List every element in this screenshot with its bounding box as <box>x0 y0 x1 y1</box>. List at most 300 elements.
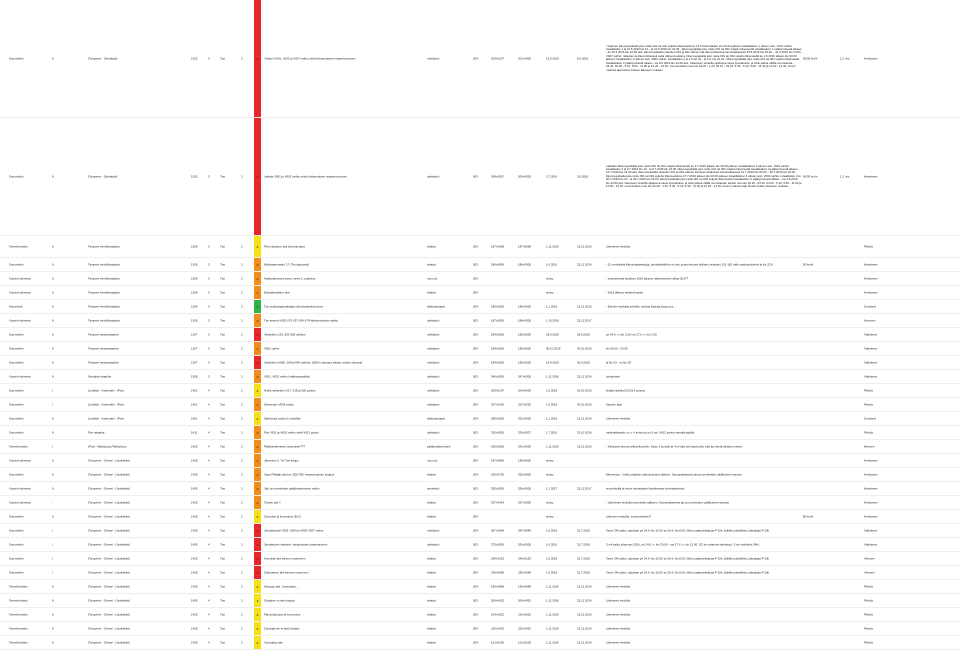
start-date-cell: siirtyy <box>546 290 554 294</box>
priority-level-badge <box>254 356 261 369</box>
district-cell: Tpe <box>220 346 225 350</box>
start-date-cell: siirtyy <box>546 472 554 476</box>
work-type-cell: sähkörautatyö <box>427 416 446 420</box>
district-cell: Tpe <box>220 388 225 392</box>
start-date-cell: 1.11.2016 <box>546 374 559 378</box>
km-start-cell: 285+0000 <box>491 416 504 420</box>
section-number-cell: 1401 <box>191 388 198 392</box>
priority-level-value: 1 <box>256 556 259 561</box>
status-cell: Suunniteltu <box>9 332 24 336</box>
priority-level-value: 2 <box>256 318 259 323</box>
priority-level-badge <box>254 594 261 607</box>
contact-person-cell: Peltola <box>864 612 873 616</box>
start-date-cell: 1.11.2016 <box>546 584 559 588</box>
line-section-cell: (Tampere) - Orivesi - (Jyväskylä) <box>88 458 130 462</box>
district-cell: Tpe <box>220 458 225 462</box>
work-type-cell: sähkörautatyö <box>427 304 446 308</box>
start-date-cell: 1.6.2016 <box>546 262 558 266</box>
km-start-cell: 325+0750 <box>491 472 504 476</box>
code-cell: 003 <box>473 500 478 504</box>
group-number-cell: 2 <box>241 360 243 364</box>
work-description-cell: Tpe matkustajavaihtajan ryhmityskeskimuutos <box>264 304 323 308</box>
end-date-cell: 30.10.2016 <box>577 402 592 406</box>
district-cell: Tpe <box>220 500 225 504</box>
status-cell: Suunniteltu <box>9 402 24 406</box>
group-number-cell: 2 <box>241 304 243 308</box>
start-date-cell: 13.5.2016 <box>546 56 559 60</box>
line-section-cell: (Tampere) - Orivesi - (Jyväskylä) <box>88 570 130 574</box>
km-start-cell: 275+0000 <box>491 542 504 546</box>
table-row <box>0 356 960 370</box>
contact-person-cell: Väänänen <box>864 346 878 350</box>
code-cell: 003 <box>473 598 478 602</box>
section-number-cell: 1306 <box>191 276 198 280</box>
speed-limit-cell: 50/35 km/h <box>803 174 818 178</box>
work-type-cell: siltatyö <box>427 598 436 602</box>
district-cell: Tpe <box>220 56 225 60</box>
table-row <box>0 608 960 622</box>
line-section-cell: (Tampere) - Orivesi - (Jyväskylä) <box>88 542 130 546</box>
notes-cell: pe 24.6. n. klo 2.00 ma 27.6. n. klo 2.00 <box>606 332 657 336</box>
status-cell: Käynnissä <box>9 304 23 308</box>
line-section-cell: Pori ratapiha <box>88 430 105 434</box>
status-cell: Suunniteltu <box>9 174 24 178</box>
class-cell: U <box>52 458 55 462</box>
end-date-cell: 31.10.2016 <box>577 430 592 434</box>
notes-cell: Liikenteen ehdoilla <box>606 416 630 420</box>
status-cell: Suunniteltu <box>9 528 24 532</box>
km-start-cell: 161+0106 <box>491 640 504 644</box>
contact-person-cell: Virtanen <box>864 556 875 560</box>
table-row <box>0 622 960 636</box>
priority-level-badge <box>254 118 261 235</box>
line-section-cell: Tampere henkilöratapiha <box>88 262 120 266</box>
priority-level-value: 2 <box>256 500 259 505</box>
status-cell: Tarveilmoitettu <box>9 584 28 588</box>
section-number-cell: 1405 <box>191 458 198 462</box>
district-cell: Tpe <box>220 598 225 602</box>
group-number-cell: 2 <box>241 416 243 420</box>
district-cell: Tpe <box>220 430 225 434</box>
work-type-cell: vaihdetyö <box>427 374 440 378</box>
work-type-cell: siltatyö <box>427 244 436 248</box>
group-number-cell: 2 <box>241 612 243 616</box>
priority-level-value: 2 <box>256 374 259 379</box>
contact-person-cell: Peltola <box>864 388 873 392</box>
line-section-cell: Tampere tavararatapiha <box>88 332 119 336</box>
km-end-cell: 209+0629 <box>518 174 531 178</box>
km-start-cell: 220+0432 <box>491 626 504 630</box>
work-type-cell: siltatyö <box>427 626 436 630</box>
section-number-cell: 1307 <box>191 346 198 350</box>
region-number-cell: 4 <box>208 640 210 644</box>
class-cell: K <box>52 244 54 248</box>
km-end-cell: 287+0840 <box>518 528 531 532</box>
status-cell: Suunniteltu <box>9 416 24 420</box>
region-number-cell: 3 <box>208 290 210 294</box>
end-date-cell: 31.12.2016 <box>577 598 592 602</box>
district-cell: Tpe <box>220 542 225 546</box>
code-cell: 003 <box>473 346 478 350</box>
class-cell: K <box>52 626 54 630</box>
region-number-cell: 3 <box>208 374 210 378</box>
end-date-cell: 31.12.2016 <box>577 416 592 420</box>
class-cell: U <box>52 514 55 518</box>
notes-cell: - Liikenteen ehdoilla tunneleiden jälkeen. Samanaikaisesti jäs ja tunneleiden päällysteen kanssa <box>606 500 729 504</box>
code-cell: 003 <box>473 640 478 644</box>
status-cell: Suunniteltu <box>9 542 24 546</box>
km-start-cell: 196+0989 <box>491 584 504 588</box>
km-end-cell: 186+0000 <box>518 304 531 308</box>
status-cell: Tarveilmoitettu <box>9 598 28 602</box>
km-end-cell: 246+0153 <box>518 556 531 560</box>
work-type-cell: vaihdetyö <box>427 56 440 60</box>
km-end-cell: 322+0000 <box>518 416 531 420</box>
group-number-cell: 2 <box>241 458 243 462</box>
group-number-cell: 2 <box>241 318 243 322</box>
group-number-cell: 2 <box>241 262 243 266</box>
priority-level-badge <box>254 384 261 397</box>
notes-cell: Tarve 24h katko, tarjolaan pe 24.6. klo 20.00 su 26.6. klo 8.00. Myös paakuisikatkoja 4*10h, kylläkin päivälliset, jatkoajoja 4*10h <box>606 570 770 574</box>
priority-level-badge <box>254 468 261 481</box>
contact-person-cell: Peltola <box>864 430 873 434</box>
status-cell: Tarveilmoitettu <box>9 244 28 248</box>
contact-person-cell: Peltola <box>864 402 873 406</box>
group-number-cell: 2 <box>241 500 243 504</box>
work-type-cell: vaihdetyö <box>427 332 440 336</box>
code-cell: 003 <box>473 430 478 434</box>
end-date-cell: 8.6.2016 <box>577 56 589 60</box>
priority-level-badge <box>254 426 261 439</box>
work-description-cell: V291 vaihto <box>264 346 280 350</box>
contact-person-cell: Peltola <box>864 640 873 644</box>
notes-cell: Liikenteen ehdoilla <box>606 598 630 602</box>
km-start-cell: 187+0800 <box>491 458 504 462</box>
end-date-cell: 31.7.2016 <box>577 570 590 574</box>
end-date-cell: 30.10.2016 <box>577 388 592 392</box>
km-end-cell: 185+0000 <box>518 360 531 364</box>
class-cell: K <box>52 374 54 378</box>
km-end-cell: 256+0000 <box>518 486 531 490</box>
notes-cell: Liikennen ehdoilla, ensivuoksikesi? <box>606 514 651 518</box>
table-row <box>0 286 960 300</box>
status-cell: Suunniteltu <box>9 360 24 364</box>
notes-cell: Liikenteen ehdoilla <box>606 626 630 630</box>
start-date-cell: 1.6.2016 <box>546 388 558 392</box>
section-number-cell: 1405 <box>191 570 198 574</box>
table-row <box>0 580 960 594</box>
table-row <box>0 594 960 608</box>
group-number-cell: 2 <box>241 472 243 476</box>
priority-level-value: 2 <box>256 402 259 407</box>
contact-person-cell: Heiskanen <box>864 486 878 490</box>
km-start-cell: 186+0800 <box>491 262 504 266</box>
table-row <box>0 468 960 482</box>
district-cell: Tpe <box>220 304 225 308</box>
status-cell: Tarveilmoitettu <box>9 626 28 630</box>
contact-person-cell: Hirvonen <box>864 318 876 322</box>
class-cell: I <box>52 388 53 392</box>
work-type-cell: vaihdetyö <box>427 346 440 350</box>
line-section-cell: (Tampere) - Orivesi - (Jyväskylä) <box>88 528 130 532</box>
notes-cell: la klo 23 - su klo 20 <box>606 360 631 364</box>
notes-cell: liikennetyö - Uokki projektin valmistumisen jälkeen. Samanaikaisesti jäs ja tunneleiden päällysteen kanssa <box>606 472 742 476</box>
contact-person-cell: Peltola <box>864 626 873 630</box>
work-description-cell: Järvenisu II, YH Tpe kaupu <box>264 458 299 462</box>
line-section-cell: (Tampere) - Orivesi - (Jyväskylä) <box>88 514 130 518</box>
group-number-cell: 2 <box>241 430 243 434</box>
notes-cell: 3 vrk katko juhannus 2016, pe 24.6. n. klo 20.00 - ma 27.6. n. klo 12.00. (23 km rata/osa vaihdetyö, 3 vrk vaihdettu 24h) <box>606 542 759 546</box>
status-cell: Vuosioh jelmissa <box>9 486 31 490</box>
priority-level-badge <box>254 622 261 635</box>
start-date-cell: 1.6.2016 <box>546 402 558 406</box>
end-date-cell: 31.7.2016 <box>577 556 590 560</box>
km-start-cell: 206+0432 <box>491 598 504 602</box>
width-cell: 1.2 m/s <box>840 56 850 60</box>
table-row <box>0 398 960 412</box>
table-row <box>0 566 960 580</box>
work-description-cell: Hamppu aks :) kuntoaksi ... <box>264 584 300 588</box>
class-cell: K <box>52 640 54 644</box>
region-number-cell: 4 <box>208 430 210 434</box>
work-type-cell: siltatyö <box>427 500 436 504</box>
code-cell: 003 <box>473 276 478 280</box>
work-type-cell: vaihdetyö <box>427 318 440 322</box>
group-number-cell: 2 <box>241 570 243 574</box>
section-number-cell: 1302 <box>191 56 198 60</box>
section-number-cell: 1405 <box>191 556 198 560</box>
section-number-cell: 1405 <box>191 472 198 476</box>
priority-level-badge <box>254 510 261 523</box>
code-cell: 003 <box>473 542 478 546</box>
end-date-cell: 31.12.2016 <box>577 244 592 248</box>
contact-person-cell: Virtanen <box>864 570 875 574</box>
class-cell: K <box>52 56 54 60</box>
notes-cell: suunnitteilla ja virton toteuttaaksi hankkeessa toimintaselvitys <box>606 486 685 490</box>
km-start-cell: 186+0000 <box>491 304 504 308</box>
contact-person-cell: Heiskanen <box>864 262 878 266</box>
region-number-cell: 3 <box>208 174 210 178</box>
class-cell: K <box>52 472 54 476</box>
table-row <box>0 118 960 236</box>
start-date-cell: 1.10.2016 <box>546 318 559 322</box>
class-cell: I <box>52 528 53 532</box>
section-number-cell: 1307 <box>191 360 198 364</box>
district-cell: Tpe <box>220 374 225 378</box>
line-section-cell: Tampere tavararatapiha <box>88 360 119 364</box>
work-type-cell: siltatyö <box>427 612 436 616</box>
contact-person-cell: Väänänen <box>864 332 878 336</box>
end-date-cell: 31.7.2016 <box>577 528 590 532</box>
km-start-cell: 187+0658 <box>491 244 504 248</box>
km-start-cell: 208+0597 <box>491 174 504 178</box>
contact-person-cell: Granlund <box>864 304 876 308</box>
km-start-cell: 346+0000 <box>491 374 504 378</box>
status-cell: Suunniteltu <box>9 514 24 518</box>
region-number-cell: 3 <box>208 332 210 336</box>
group-number-cell: 2 <box>241 514 243 518</box>
section-number-cell: 1405 <box>191 486 198 490</box>
section-number-cell: 1405 <box>191 528 198 532</box>
code-cell: 003 <box>473 612 478 616</box>
table-row <box>0 258 960 272</box>
end-date-cell: 3.8.2016 <box>577 174 589 178</box>
notes-cell: ohvakoske <box>606 374 620 378</box>
table-row <box>0 440 960 454</box>
priority-level-badge <box>254 370 261 383</box>
group-number-cell: 2 <box>241 556 243 560</box>
code-cell: 003 <box>473 374 478 378</box>
km-start-cell: 257+0230 <box>491 402 504 406</box>
notes-cell: Lakialan liikennepaikalla joko raide 001 tai 002 suljettu liikenteeltä su 3.7.2016 alkaen klo 00.00 jatkuen totaalikatkon 3 alkuun asti, V001 vaihto: totaalikatko 3 la 9.7.2016 klo 10 - la 9.7.2016 klo 22.00, liikennepaikalla joko raide 001 tai 002 suljettu liikenteeltä totaalikatkon 3 päättymisestä alkaen - 10.7.2016 klo 24.00 asti, liikennepaikalla raiteiden 001 ja 002 välinen tila liikennöitävissä samanaikaisesti 10.7.2016 klo 00.00 – 26.7.2016 klo 24.00, liikennepaikalla joko raide 001 tai 002 suljettu liikenteeltä ke 27.7.2016 alkaen klo 00.00 jatkuen totaalikatkon 4 alkuun asti, V002 vaihto: totaalikatko 4 la 30.7.2016 klo 10 - la 30.7.2016 klo 22.00, liikennepaikalla joko raide 001 tai 002 suljettu liikenteeltä totaalikatkon 4 päättymisestä alkaen - ke 3.8.2016 klo 24.00 asti, liikenteen ehdoilla sijaitseva oleva työvaikutus: ja tulisi jatkua välillä vuorokautta: arkisin noin klo 02.20 - 03.40, 04.00 - 5.10, 9.50 - 11.00 ja 12.20 - 13.30, sunnuntaisin noin klo 02.30 - 1.20, 5.30 - 9.10, 9.30 - 11.00 ja 12.20 - 14.30, huom! mainitut ajat tämän hetken tilanteen mukaan <box>606 164 802 189</box>
code-cell: 003 <box>473 556 478 560</box>
work-type-cell: siltatyö <box>427 584 436 588</box>
section-number-cell: 1411 <box>191 430 198 434</box>
district-cell: Tpe <box>220 640 225 644</box>
contact-person-cell: Heiskanen <box>864 290 878 294</box>
code-cell: 003 <box>473 360 478 364</box>
work-type-cell: siltatyö <box>427 640 436 644</box>
table-row <box>0 328 960 342</box>
notes-cell: Liikenteen ehdoilla <box>606 612 630 616</box>
priority-level-badge <box>254 328 261 341</box>
km-end-cell: 161+0106 <box>518 640 531 644</box>
group-number-cell: 2 <box>241 332 243 336</box>
section-number-cell: 1405 <box>191 612 198 616</box>
end-date-cell: 31.12.2015 <box>577 304 592 308</box>
code-cell: 003 <box>473 416 478 420</box>
priority-level-badge <box>254 482 261 495</box>
contact-person-cell: Väänänen <box>864 542 878 546</box>
start-date-cell: 1.1.2016 <box>546 416 558 420</box>
work-description-cell: Kiruvaasi aks kannen uusiminen <box>264 556 306 560</box>
status-cell: Suunniteltu <box>9 570 24 574</box>
table-row <box>0 342 960 356</box>
work-type-cell: vaihdetyö <box>427 174 440 178</box>
start-date-cell: 1.1.2017 <box>546 486 558 490</box>
notes-cell: - Eritoisn hankalia tulevilla, seisoja katsoja kaupu jne... <box>606 304 676 308</box>
km-start-cell: 184+0000 <box>491 332 504 336</box>
end-date-cell: 26.6.2016 <box>577 332 590 336</box>
start-date-cell: 1.11.2016 <box>546 612 559 616</box>
region-number-cell: 4 <box>208 444 210 448</box>
region-number-cell: 4 <box>208 472 210 476</box>
start-date-cell: 1.11.2016 <box>546 598 559 602</box>
table-row <box>0 510 960 524</box>
group-number-cell: 2 <box>241 598 243 602</box>
work-description-cell: Vaihteiden 251, 601-605 vaihdot <box>264 332 306 336</box>
km-end-cell: 206+0432 <box>518 598 531 602</box>
class-cell: I <box>52 402 53 406</box>
line-section-cell: Tampere henkilöratapiha <box>88 244 120 248</box>
priority-level-badge <box>254 236 261 257</box>
notes-cell: Tarve 24h katko, tarjolaan pe 24.6. klo 20.00 su 26.6. klo 8.00. Myös paakuisikatkoja 4*10h, kylläkin päivälliset, jatkoajoja 4*10h <box>606 556 770 560</box>
class-cell: K <box>52 332 54 336</box>
status-cell: Vuosioh jelmissa <box>9 290 31 294</box>
work-description-cell: Pirrnmäaukun aivj betonikorjaus <box>264 244 306 248</box>
priority-level-value: 1 <box>256 332 259 337</box>
district-cell: Tpe <box>220 584 225 588</box>
end-date-cell: 31.7.2016 <box>577 542 590 546</box>
section-number-cell: 1306 <box>191 304 198 308</box>
priority-level-value: 4 <box>256 304 259 309</box>
region-number-cell: 3 <box>208 304 210 308</box>
work-description-cell: Jäk- ja tunneleiden päällysrakenteen vaihto <box>264 486 320 490</box>
work-description-cell: Sähkörata tuskut (U radoilla) <box>264 416 301 420</box>
km-end-cell: 337+0500 <box>518 500 531 504</box>
work-description-cell: Jämsänkoski V003, V004 ja V005 V007 vaihto <box>264 528 324 532</box>
priority-level-value: 2 <box>256 262 259 267</box>
start-date-cell: 1.11.2016 <box>546 244 559 248</box>
priority-level-value: 1 <box>256 174 259 179</box>
work-description-cell: Eritasilankahun yksi <box>264 290 290 294</box>
end-date-cell: 31.12.2016 <box>577 262 592 266</box>
code-cell: 003 <box>473 472 478 476</box>
km-start-cell: 184+0000 <box>491 360 504 364</box>
start-date-cell: 1.6.2016 <box>546 556 558 560</box>
priority-level-badge <box>254 566 261 579</box>
notes-cell: Liikenteen ehdoilla <box>606 640 630 644</box>
line-section-cell: (Lielahti) - Kokemäki - (Pori) <box>88 416 124 420</box>
work-type-cell: vaihdetyö <box>427 542 440 546</box>
start-date-cell: 30.10.2016 <box>546 346 561 350</box>
district-cell: Tpe <box>220 514 225 518</box>
work-description-cell: Ylöjärvi V001, V002 ja V007 vaihto sekä kohtauraiteen maaseinuiminen <box>264 56 356 60</box>
priority-level-value: 3 <box>256 598 259 603</box>
priority-level-badge <box>254 314 261 327</box>
status-cell: Tarveilmoitettu <box>9 640 28 644</box>
status-cell: Suunniteltu <box>9 556 24 560</box>
group-number-cell: 2 <box>241 542 243 546</box>
start-date-cell: 1.6.2016 <box>546 570 558 574</box>
notes-cell: vaihtoaikataulu on n. 4 tunnin ja on 5 vrk. V612 poisto samalla ajoikla <box>606 430 695 434</box>
km-start-cell: 246+0153 <box>491 556 504 560</box>
priority-level-badge <box>254 412 261 425</box>
code-cell: 003 <box>473 262 478 266</box>
work-type-cell: vaihdetyö <box>427 388 440 392</box>
work-description-cell: Olnaijoen rs aks korjaus <box>264 598 295 602</box>
district-cell: Tpe <box>220 290 225 294</box>
contact-person-cell: Heiskanen <box>864 472 878 476</box>
contact-person-cell: Väänänen <box>864 374 878 378</box>
table-row <box>0 236 960 258</box>
class-cell: K <box>52 430 54 434</box>
contact-person-cell: Heiskanen <box>864 500 878 504</box>
work-type-cell: siltatyö <box>427 472 436 476</box>
speed-limit-cell: 50/35 km/h <box>803 56 818 60</box>
contact-person-cell: Väänänen <box>864 528 878 532</box>
km-end-cell: 291+0000 <box>518 542 531 546</box>
km-end-cell: 347+0000 <box>518 374 531 378</box>
km-start-cell: 214+0532 <box>491 612 504 616</box>
contact-person-cell: Heiskanen <box>864 174 878 178</box>
group-number-cell: 2 <box>241 388 243 392</box>
notes-cell: yhtäjä raiteilla 010-014 poistuu <box>606 388 646 392</box>
start-date-cell: 16.6.2016 <box>546 360 559 364</box>
class-cell: - <box>52 500 53 504</box>
section-number-cell: 1405 <box>191 598 198 602</box>
class-cell: K <box>52 174 54 178</box>
notes-cell: Kauden ajan <box>606 402 623 406</box>
work-description-cell: Nokia vaihteiden 017, 018 ja 020 poistot <box>264 388 316 392</box>
end-date-cell: 31.12.2017 <box>577 318 592 322</box>
priority-level-value: 2 <box>256 346 259 351</box>
line-section-cell: (Tampere) - Orivesi - (Jyväskylä) <box>88 472 130 476</box>
end-date-cell: 31.12.2016 <box>577 374 592 378</box>
km-start-cell: 203+0107 <box>491 56 504 60</box>
code-cell: 003 <box>473 584 478 588</box>
priority-level-value: 3 <box>256 514 259 519</box>
